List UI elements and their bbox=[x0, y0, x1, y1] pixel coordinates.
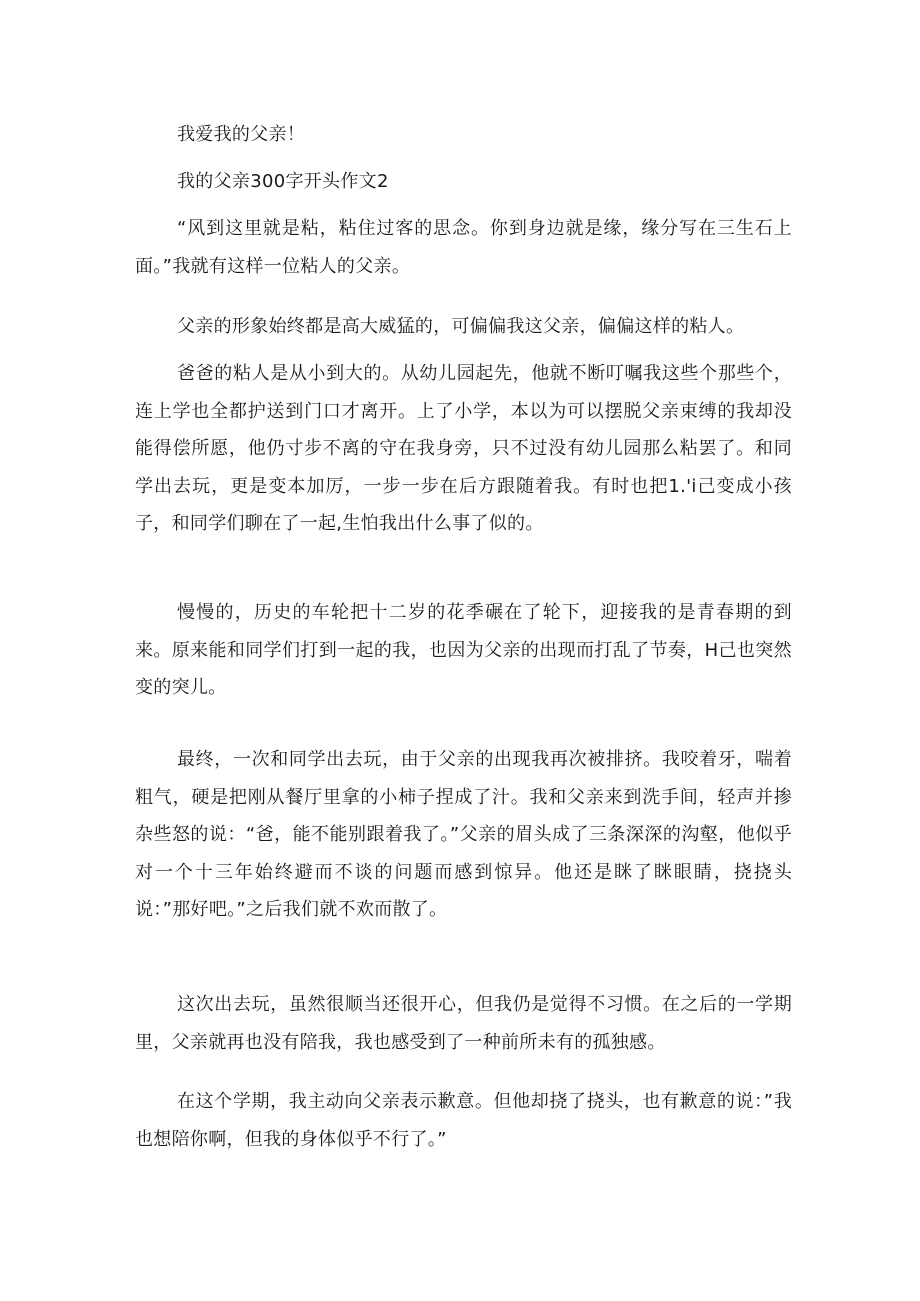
paragraph-loneliness bbox=[135, 986, 792, 1061]
paragraph-text: “风到这里就是粘，粘住过客的思念。你到身边就是缘，缘分写在三生石上面。”我就有这样一位粘人的父亲。 bbox=[135, 218, 792, 277]
paragraph-apology bbox=[135, 1083, 792, 1158]
paragraph-image-of-father bbox=[135, 308, 792, 346]
paragraph-intro bbox=[135, 210, 792, 285]
essay-heading bbox=[135, 163, 792, 201]
paragraph-text: 父亲的形象始终都是高大威猛的，可偏偏我这父亲，偏偏这样的粘人。 bbox=[177, 316, 745, 337]
paragraph-text: 这次出去玩，虽然很顺当还很开心，但我仍是觉得不习惯。在之后的一学期里，父亲就再也没有陪我，我也感受到了一种前所未有的孤独感。 bbox=[135, 994, 792, 1053]
paragraph-adolescence bbox=[135, 594, 792, 707]
paragraph-closing-line bbox=[135, 116, 792, 154]
heading-text: 我的父亲300字开头作文2 bbox=[177, 171, 389, 192]
paragraph-text: 在这个学期，我主动向父亲表示歉意。但他却挠了挠头，也有歉意的说：”我也想陪你啊，但我的身体似乎不行了。” bbox=[135, 1091, 792, 1150]
paragraph-text: 爸爸的粘人是从小到大的。从幼儿园起先，他就不断叮嘱我这些个那些个，连上学也全都护送到门口才离开。上了小学，本以为可以摆脱父亲束缚的我却没能得偿所愿，他仍寸步不离的守在我身旁，只不过没有幼儿园那么粘罢了。和同学出去玩，更是变本加厉，一步一步在后方跟随着我。有时也把1.'i己变成小孩子，和同学们聊在了一起,生怕我出什么事了似的。 bbox=[135, 363, 792, 534]
paragraph-conflict bbox=[135, 741, 792, 929]
paragraph-text: 最终，一次和同学出去玩，由于父亲的出现我再次被排挤。我咬着牙，喘着粗气，硬是把刚从餐厅里拿的小柿子捏成了汁。我和父亲来到洗手间，轻声并掺杂些怒的说：“爸，能不能别跟着我了。”父亲的眉头成了三条深深的沟壑，他似乎对一个十三年始终避而不谈的问题而感到惊异。他还是眯了眯眼睛，挠挠头说：”那好吧。”之后我们就不欢而散了。 bbox=[135, 749, 792, 920]
paragraph-childhood bbox=[135, 355, 792, 543]
paragraph-text: 我爱我的父亲！ bbox=[177, 124, 306, 145]
paragraph-text: 慢慢的，历史的车轮把十二岁的花季碾在了轮下，迎接我的是青春期的到来。原来能和同学们打到一起的我，也因为父亲的出现而打乱了节奏，H己也突然变的突儿。 bbox=[135, 602, 792, 698]
